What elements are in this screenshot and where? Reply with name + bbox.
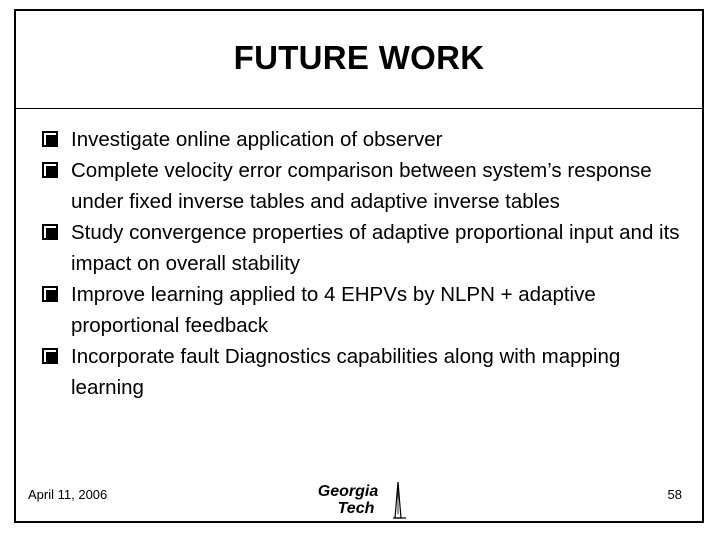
bullet-text: Improve learning applied to 4 EHPVs by NLPN + adaptive proportional feedback (71, 283, 596, 337)
bullet-text: Study convergence properties of adaptive proportional input and its impact on overall stability (71, 221, 680, 275)
slide (14, 9, 704, 523)
checkbox-bullet-icon (42, 348, 58, 364)
bullet-text: Complete velocity error comparison between system’s response under fixed inverse tables and adaptive inverse tables (71, 159, 652, 213)
title-box (16, 11, 702, 109)
logo-line2: Tech (337, 500, 375, 517)
bullet-item (42, 155, 692, 217)
checkbox-bullet-icon (42, 162, 58, 178)
checkbox-bullet-icon (42, 131, 58, 147)
checkbox-bullet-icon (42, 286, 58, 302)
bullet-item (42, 217, 692, 279)
bullet-text: Incorporate fault Diagnostics capabilities along with mapping learning (71, 345, 621, 399)
bullet-item (42, 341, 692, 403)
slide-title: FUTURE WORK (233, 39, 485, 76)
page-number: 58 (667, 487, 682, 502)
bullet-text: Investigate online application of observer (71, 128, 443, 151)
footer-date: April 11, 2006 (28, 487, 108, 502)
bullet-list (42, 124, 692, 403)
bullet-item (42, 279, 692, 341)
georgia-tech-logo (298, 476, 418, 520)
checkbox-bullet-icon (42, 224, 58, 240)
bullet-item (42, 124, 692, 155)
logo-line1: Georgia (317, 483, 379, 500)
